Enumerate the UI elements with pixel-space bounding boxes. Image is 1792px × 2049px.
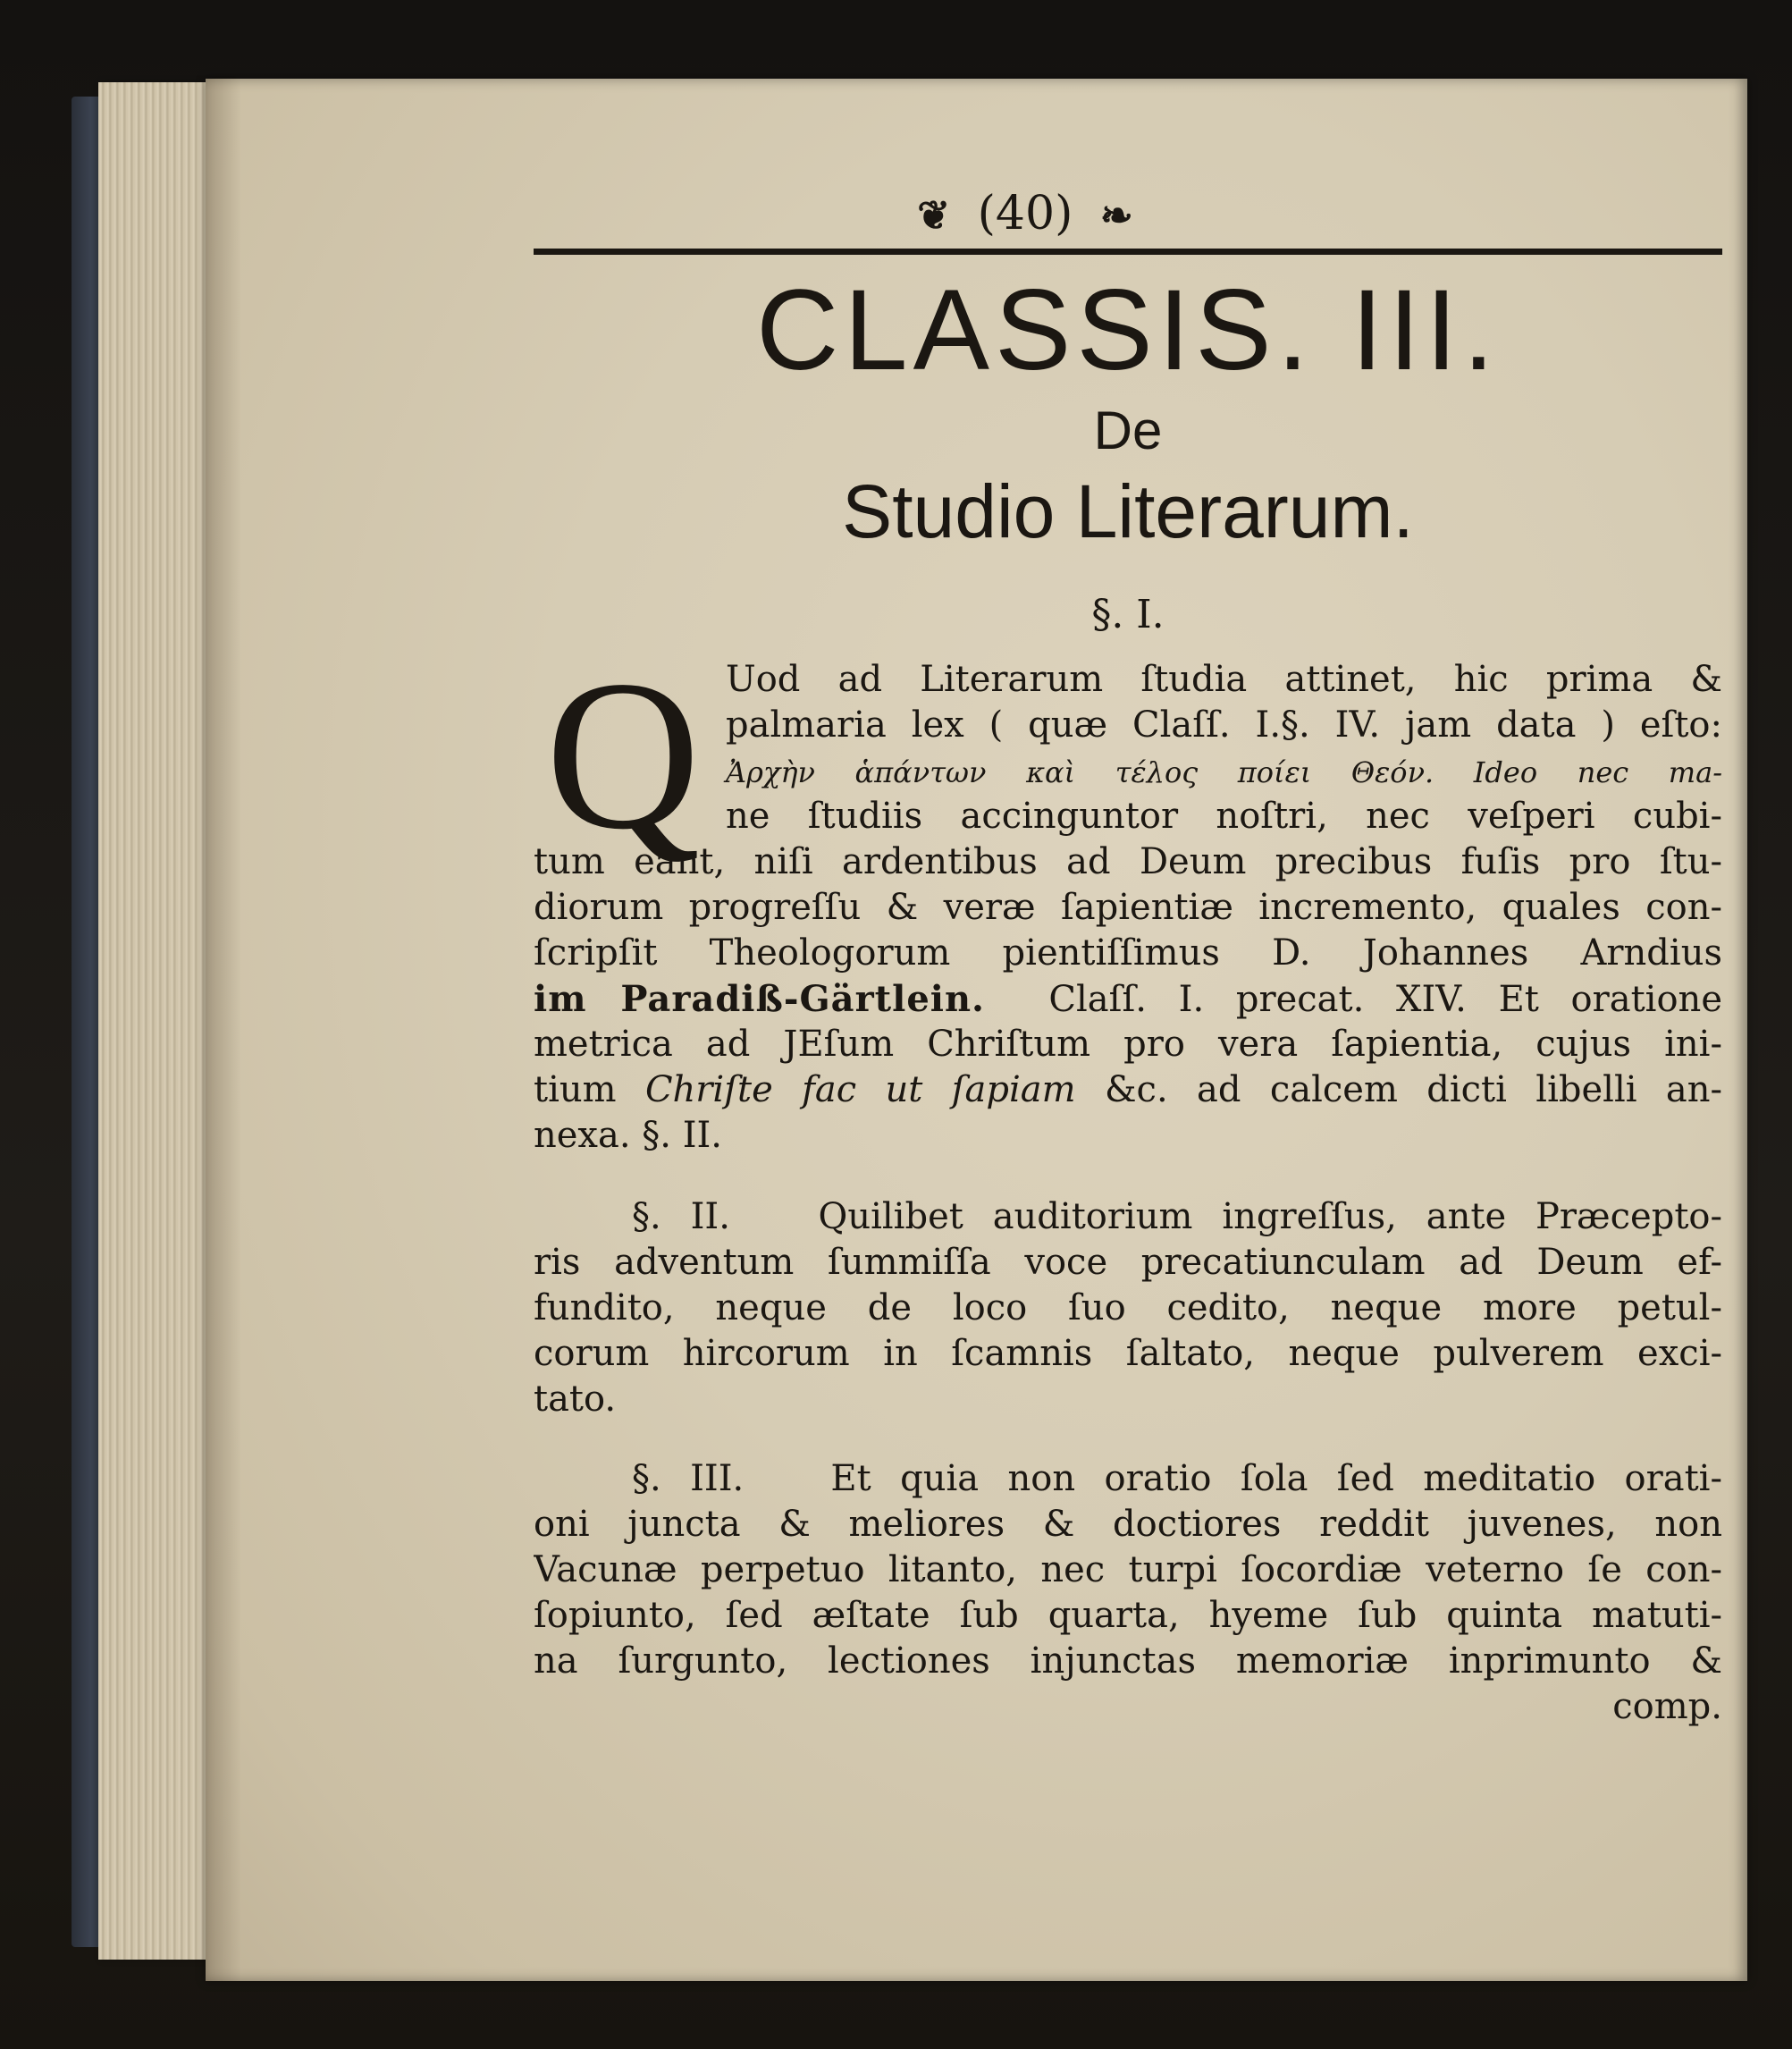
drop-cap: Q	[545, 636, 701, 873]
text-fragment: tium	[534, 1069, 617, 1110]
italic-title: Chriſte fac ut ſapiam	[644, 1069, 1076, 1110]
text-line: corum hircorum in ſcamnis ſaltato, neque pulverem exci-	[534, 1333, 1722, 1374]
text-line	[534, 1067, 1722, 1113]
text-line: na ſurgunto, lectiones injunctas memoriæ inprimunto &	[534, 1640, 1722, 1682]
header-rule	[534, 249, 1722, 255]
greek-quote: Ἀρχὴν ἁπάντων καὶ τέλος ποίει Θεόν. Ideo nec ma-	[726, 755, 1722, 789]
paragraph-section-2	[534, 1194, 1722, 1422]
text-line: diorum progreſſu & veræ ſapientiæ incremento, quales con-	[534, 887, 1722, 928]
page-gutter-shadow	[206, 79, 241, 1981]
text-line: Uod ad Literarum ſtudia attinet, hic prima &	[726, 659, 1722, 700]
chapter-title: CLASSIS. III.	[755, 266, 1501, 394]
text-line: oni juncta & meliores & doctiores reddit juvenes, non	[534, 1504, 1722, 1545]
text-line: ris adventum ſummiſſa voce precatiunculam ad Deum ef-	[534, 1242, 1722, 1283]
text-line: metrica ad JEſum Chriſtum pro vera ſapientia, cujus ini-	[534, 1024, 1722, 1065]
paragraph-section-3	[534, 1456, 1722, 1730]
running-header	[408, 179, 1642, 249]
text-fragment: Et quia non oratio ſola ſed meditatio orati-	[830, 1458, 1722, 1499]
text-line: ſopiunto, ſed æſtate ſub quarta, hyeme ſub quinta matuti-	[534, 1595, 1722, 1636]
catchword: comp.	[1612, 1686, 1722, 1727]
text-line	[534, 1456, 1722, 1502]
section-heading: §. I.	[1091, 592, 1165, 637]
text-line: tum eant, niſi ardentibus ad Deum precibus fuſis pro ſtu-	[534, 841, 1722, 882]
text-line: Vacunæ perpetuo litanto, nec turpi ſocordiæ veterno ſe con-	[534, 1549, 1722, 1590]
text-fragment: &c. ad calcem dicti libelli an-	[1104, 1069, 1722, 1110]
text-line	[534, 1194, 1722, 1240]
text-fragment: Claſſ. I. precat. XIV. Et oratione	[1048, 979, 1722, 1020]
chapter-subtitle-de: De	[1093, 401, 1163, 460]
text-line	[534, 976, 1722, 1022]
chapter-subtitle: Studio Literarum.	[842, 469, 1414, 553]
section-number: §. II.	[632, 1196, 730, 1237]
text-line: tato.	[534, 1379, 617, 1420]
paragraph-section-1	[534, 636, 1722, 1159]
text-line: palmaria lex ( quæ Claſſ. I.§. IV. jam data ) eſto:	[726, 704, 1722, 746]
text-line: nexa. §. II.	[534, 1115, 723, 1156]
section-number: §. III.	[632, 1458, 745, 1499]
text-line: ſcripſit Theologorum pientiſſimus D. Johannes Arndius	[534, 932, 1722, 974]
text-line: fundito, neque de loco ſuo cedito, neque more petul-	[534, 1287, 1722, 1328]
text-line: ne ſtudiis accinguntor noſtri, nec veſperi cubi-	[726, 796, 1722, 837]
gothic-title: im Paradiß-Gärtlein.	[534, 978, 985, 1020]
page-text-block	[328, 179, 1722, 1730]
page-number: (40)	[977, 187, 1073, 240]
right-ornament-icon: ❧	[1099, 193, 1133, 239]
text-fragment: Quilibet auditorium ingreſſus, ante Præcepto-	[818, 1196, 1722, 1237]
left-ornament-icon: ❦	[917, 193, 951, 239]
